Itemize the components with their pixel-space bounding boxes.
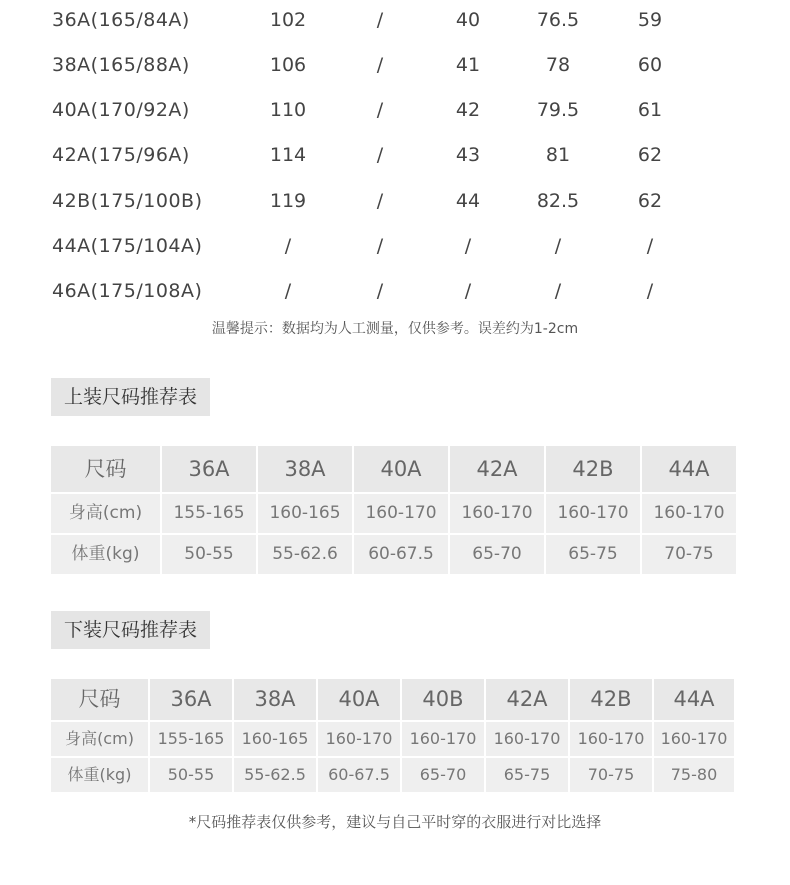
- measure-value: /: [376, 235, 384, 257]
- table-cell: 60-67.5: [354, 535, 448, 574]
- table-cell: 160-170: [570, 722, 652, 756]
- table-cell: 160-170: [402, 722, 484, 756]
- measure-value: 61: [637, 99, 663, 121]
- header-cell: 38A: [234, 679, 316, 720]
- table-cell: 65-75: [546, 535, 640, 574]
- table-cell: 160-165: [234, 722, 316, 756]
- measure-value: /: [284, 280, 292, 302]
- measurement-row: [0, 0, 790, 40]
- footer-note: *尺码推荐表仅供参考，建议与自己平时穿的衣服进行对比选择: [188, 813, 602, 831]
- row-label: 体重(kg): [51, 535, 160, 574]
- header-cell: 尺码: [51, 446, 160, 492]
- table-cell: 160-165: [258, 494, 352, 533]
- measure-value: /: [376, 280, 384, 302]
- measure-value: /: [376, 9, 384, 31]
- measure-value: 78: [545, 54, 571, 76]
- measure-value: 102: [269, 9, 307, 31]
- size-label: 38A(165/88A): [52, 54, 190, 76]
- measure-value: 60: [637, 54, 663, 76]
- table-cell: 65-75: [486, 758, 568, 792]
- measurement-note: 温馨提示：数据均为人工测量，仅供参考。误差约为1-2cm: [211, 321, 579, 337]
- measurement-row: [0, 181, 790, 221]
- measurement-row: [0, 90, 790, 130]
- measure-value: 106: [269, 54, 307, 76]
- table-cell: 160-170: [486, 722, 568, 756]
- bottom-size-table-title: 下装尺码推荐表: [51, 611, 210, 649]
- header-cell: 44A: [642, 446, 736, 492]
- table-cell: 65-70: [450, 535, 544, 574]
- measure-value: 79.5: [536, 99, 580, 121]
- measure-value: 62: [637, 190, 663, 212]
- measure-value: 110: [269, 99, 307, 121]
- row-label: 身高(cm): [51, 722, 148, 756]
- size-label: 36A(165/84A): [52, 9, 190, 31]
- table-cell: 55-62.6: [258, 535, 352, 574]
- size-label: 44A(175/104A): [52, 235, 203, 257]
- header-cell: 40A: [318, 679, 400, 720]
- measure-value: 59: [637, 9, 663, 31]
- header-cell: 42A: [486, 679, 568, 720]
- size-label: 42A(175/96A): [52, 144, 190, 166]
- table-cell: 160-170: [450, 494, 544, 533]
- top-size-table: [51, 446, 736, 574]
- measure-value: /: [376, 99, 384, 121]
- header-cell: 42B: [546, 446, 640, 492]
- measure-value: /: [376, 190, 384, 212]
- header-cell: 44A: [654, 679, 734, 720]
- size-label: 42B(175/100B): [52, 190, 203, 212]
- table-cell: 160-170: [654, 722, 734, 756]
- size-label: 40A(170/92A): [52, 99, 190, 121]
- measure-value: 62: [637, 144, 663, 166]
- measurement-row: [0, 271, 790, 311]
- table-cell: 160-170: [318, 722, 400, 756]
- table-cell: 160-170: [546, 494, 640, 533]
- table-cell: 70-75: [642, 535, 736, 574]
- header-cell: 36A: [150, 679, 232, 720]
- measure-value: 76.5: [536, 9, 580, 31]
- header-cell: 36A: [162, 446, 256, 492]
- table-cell: 55-62.5: [234, 758, 316, 792]
- row-label: 体重(kg): [51, 758, 148, 792]
- measure-value: 42: [455, 99, 481, 121]
- measure-value: /: [376, 54, 384, 76]
- measure-value: /: [554, 280, 562, 302]
- measure-value: /: [464, 280, 472, 302]
- header-cell: 42B: [570, 679, 652, 720]
- measure-value: 81: [545, 144, 571, 166]
- table-cell: 60-67.5: [318, 758, 400, 792]
- table-cell: 160-170: [354, 494, 448, 533]
- measure-value: 44: [455, 190, 481, 212]
- bottom-size-table: [51, 679, 734, 792]
- header-cell: 38A: [258, 446, 352, 492]
- measurement-row: [0, 45, 790, 85]
- header-cell: 40B: [402, 679, 484, 720]
- measure-value: 41: [455, 54, 481, 76]
- table-cell: 70-75: [570, 758, 652, 792]
- header-cell: 40A: [354, 446, 448, 492]
- measure-value: 43: [455, 144, 481, 166]
- measure-value: /: [284, 235, 292, 257]
- measure-value: /: [646, 280, 654, 302]
- measure-value: /: [646, 235, 654, 257]
- table-cell: 50-55: [150, 758, 232, 792]
- measurement-row: [0, 226, 790, 266]
- measure-value: /: [464, 235, 472, 257]
- measure-value: /: [554, 235, 562, 257]
- measure-value: 82.5: [536, 190, 580, 212]
- table-cell: 50-55: [162, 535, 256, 574]
- size-label: 46A(175/108A): [52, 280, 203, 302]
- table-cell: 65-70: [402, 758, 484, 792]
- table-cell: 160-170: [642, 494, 736, 533]
- table-cell: 75-80: [654, 758, 734, 792]
- measure-value: 40: [455, 9, 481, 31]
- table-cell: 155-165: [150, 722, 232, 756]
- measure-value: /: [376, 144, 384, 166]
- header-cell: 尺码: [51, 679, 148, 720]
- measurement-row: [0, 135, 790, 175]
- table-cell: 155-165: [162, 494, 256, 533]
- measure-value: 119: [269, 190, 307, 212]
- row-label: 身高(cm): [51, 494, 160, 533]
- measure-value: 114: [269, 144, 307, 166]
- top-size-table-title: 上装尺码推荐表: [51, 378, 210, 416]
- header-cell: 42A: [450, 446, 544, 492]
